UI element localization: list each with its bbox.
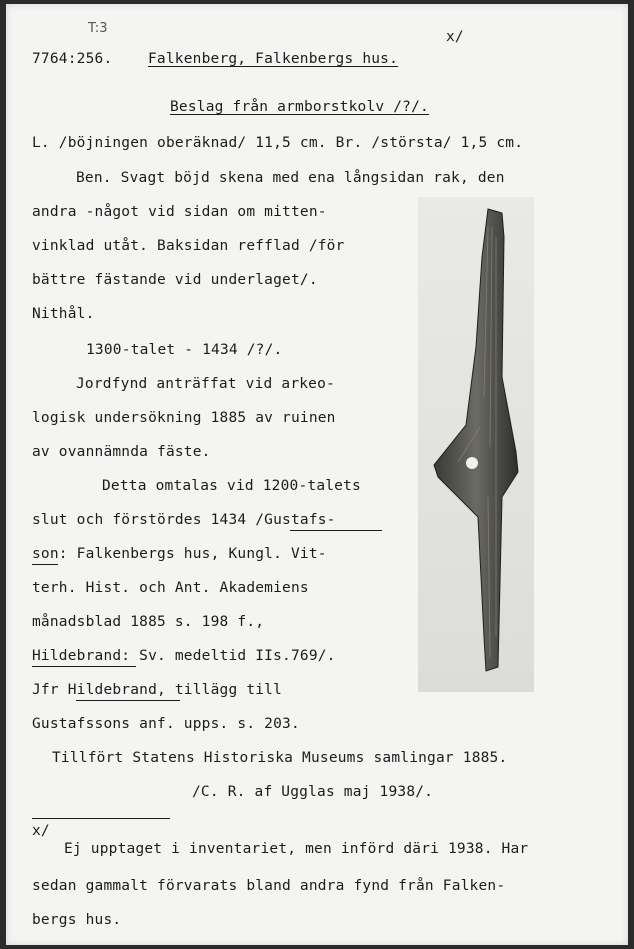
reference-line: Gustafssons anf. upps. s. 203.	[32, 716, 300, 732]
dimensions-line: L. /böjningen oberäknad/ 11,5 cm. Br. /största/ 1,5 cm.	[32, 135, 524, 151]
find-location: Falkenberg, Falkenbergs hus.	[148, 51, 399, 67]
catalog-number: 7764:256.	[32, 51, 113, 67]
footnote-line: Ej upptaget i inventariet, men införd däri 1938. Har	[64, 841, 529, 857]
accession-line: Tillfört Statens Historiska Museums samlingar 1885.	[52, 750, 508, 766]
footnote-line: sedan gammalt förvarats bland andra fynd från Falken-	[32, 878, 506, 894]
reference-line: månadsblad 1885 s. 198 f.,	[32, 614, 265, 630]
object-title: Beslag från armborstkolv /?/.	[170, 99, 429, 115]
gustafsson-underline-2	[32, 564, 58, 565]
bone-fitting-photo	[418, 197, 534, 692]
history-line: terh. Hist. och Ant. Akademiens	[32, 580, 309, 596]
signature-line: /C. R. af Ugglas maj 1938/.	[192, 784, 434, 800]
history-line: Detta omtalas vid 1200-talets	[102, 478, 361, 494]
handwritten-tag: T:3	[88, 21, 108, 36]
dating-line: 1300-talet - 1434 /?/.	[86, 342, 283, 358]
description-line: bättre fästande vid underlaget/.	[32, 272, 318, 288]
find-context-line: logisk undersökning 1885 av ruinen	[32, 410, 336, 426]
hildebrand-underline	[32, 666, 136, 667]
description-line: vinklad utåt. Baksidan refflad /för	[32, 238, 345, 254]
footnote-line: bergs hus.	[32, 912, 122, 928]
catalog-card	[6, 4, 628, 945]
bone-fitting-icon	[418, 197, 534, 692]
reference-line: Hildebrand: Sv. medeltid IIs.769/.	[32, 648, 336, 664]
description-line: Ben. Svagt böjd skena med ena långsidan rak, den	[76, 170, 505, 186]
description-line: andra -något vid sidan om mitten-	[32, 204, 327, 220]
description-line: Nithål.	[32, 306, 95, 322]
reference-line: Jfr Hildebrand, tillägg till	[32, 682, 283, 698]
header-footnote-mark: x/	[446, 29, 464, 45]
history-line: son: Falkenbergs hus, Kungl. Vit-	[32, 546, 327, 562]
find-context-line: Jordfynd anträffat vid arkeo-	[76, 376, 335, 392]
find-context-line: av ovannämnda fäste.	[32, 444, 211, 460]
history-line: slut och förstördes 1434 /Gustafs-	[32, 512, 336, 528]
gustafsson-underline	[290, 530, 382, 531]
hildebrand-underline-2	[76, 700, 180, 701]
footnote-mark: x/	[32, 823, 50, 839]
footnote-divider	[32, 818, 170, 819]
